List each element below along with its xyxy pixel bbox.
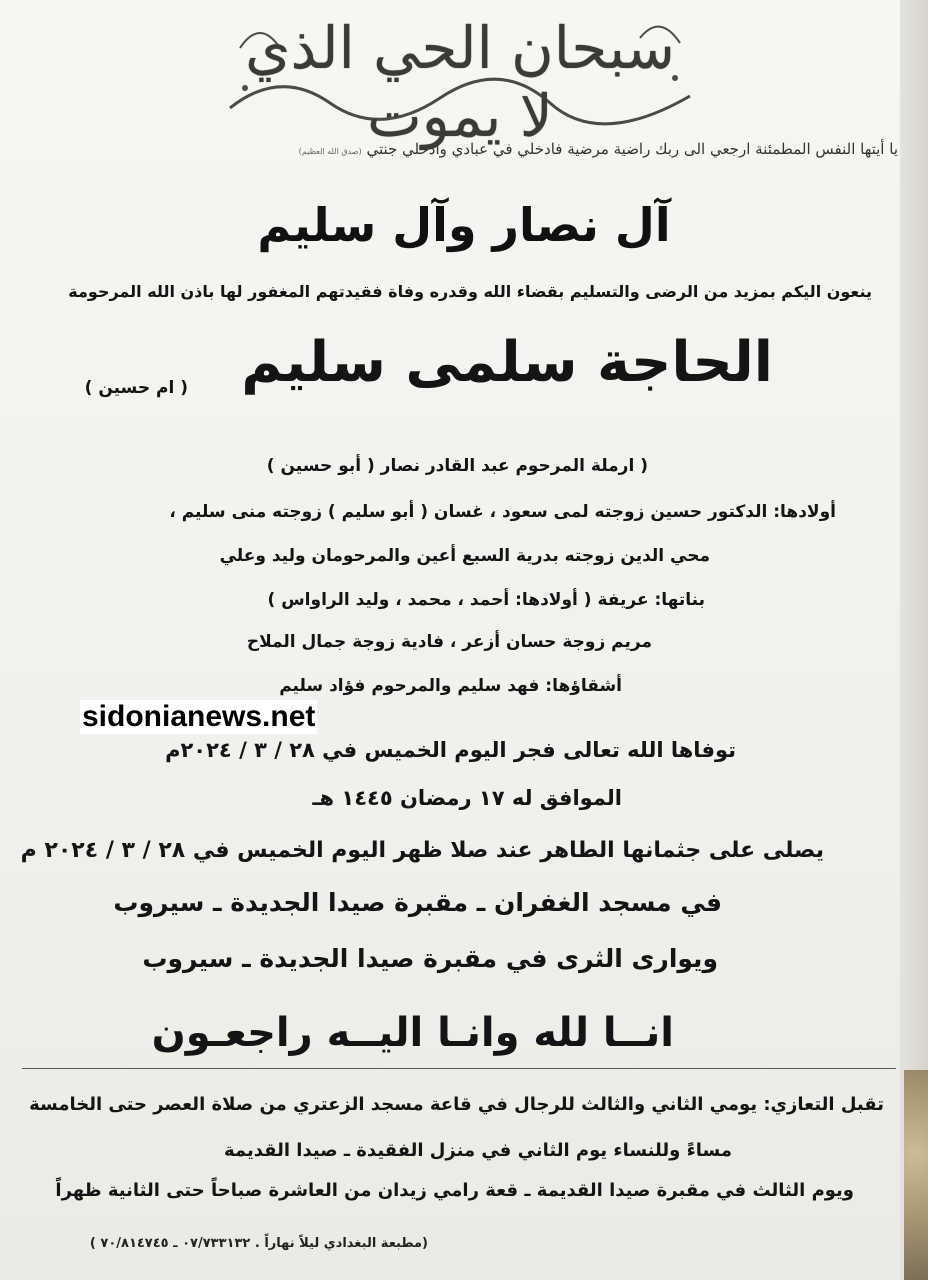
sons-line-2: محي الدين زوجته بدرية السبع أعين والمرحومان وليد وعلي xyxy=(219,546,710,566)
sons-line-1: أولادها: الدكتور حسين زوجته لمى سعود ، غسان ( أبو سليم ) زوجته منى سليم ، xyxy=(169,502,836,522)
funeral-prayer: يصلى على جثمانها الطاهر عند صلا ظهر اليوم الخميس في ٢٨ / ٣ / ٢٠٢٤ م xyxy=(20,838,824,863)
calligraphy-text: سبحان الحي الذي لا يموت xyxy=(245,14,675,150)
announcement-intro: ينعون اليكم بمزيد من الرضى والتسليم بقضاء الله وقدره وفاة فقيدتهم المغفور لها باذن الله المرحومة xyxy=(68,282,872,301)
siblings-line: أشقاؤها: فهد سليم والمرحوم فؤاد سليم xyxy=(279,676,622,696)
verse-text: يا أيتها النفس المطمئنة ارجعي الى ربك راضية مرضية فادخلي في عبادي وادخلي جنتي xyxy=(366,140,898,158)
deceased-kunya: ( ام حسين ) xyxy=(84,378,188,398)
mosque-location: في مسجد الغفران ـ مقبرة صيدا الجديدة ـ سيروب xyxy=(113,888,722,917)
burial-location: ويوارى الثرى في مقبرة صيدا الجديدة ـ سيروب xyxy=(142,944,718,973)
death-date: توفاها الله تعالى فجر اليوم الخميس في ٢٨ / ٣ / ٢٠٢٤م xyxy=(165,738,736,762)
condolences-line-1: تقبل التعازي: يومي الثاني والثالث للرجال في قاعة مسجد الزعتري من صلاة العصر حتى الخامسة xyxy=(29,1094,884,1115)
site-watermark: sidonianews.net xyxy=(82,700,316,733)
deceased-name: الحاجة سلمى سليم xyxy=(241,330,773,395)
daughters-line-2: مريم زوجة حسان أزعر ، فادية زوجة جمال الملاح xyxy=(246,632,652,652)
closing-phrase: انــا لله وانـا اليــه راجعـون xyxy=(151,1010,674,1056)
paper-edge xyxy=(900,0,928,1280)
hijri-date: الموافق له ١٧ رمضان ١٤٤٥ هـ xyxy=(312,786,622,810)
daughters-line-1: بناتها: عريفة ( أولادها: أحمد ، محمد ، وليد الراواس ) xyxy=(267,590,705,610)
widow-line: ( ارملة المرحوم عبد القادر نصار ( أبو حسين ) xyxy=(266,456,648,476)
edge-stain xyxy=(904,1070,928,1280)
calligraphy-header xyxy=(220,8,700,150)
quran-verse xyxy=(299,140,898,158)
family-names: آل نصار وآل سليم xyxy=(257,198,671,252)
verse-source: (صدق الله العظيم) xyxy=(298,147,362,156)
divider xyxy=(22,1068,896,1069)
printer-credit: (مطبعة البغدادي ليلاً نهاراً . ٠٧/٧٣٣١٣٢ ـ ٧٠/٨١٤٧٤٥ ) xyxy=(89,1236,428,1251)
condolences-line-2: مساءً وللنساء يوم الثاني في منزل الفقيدة ـ صيدا القديمة xyxy=(224,1140,732,1161)
condolences-line-3: ويوم الثالث في مقبرة صيدا القديمة ـ قعة رامي زيدان من العاشرة صباحاً حتى الثانية ظهراً xyxy=(55,1180,854,1201)
